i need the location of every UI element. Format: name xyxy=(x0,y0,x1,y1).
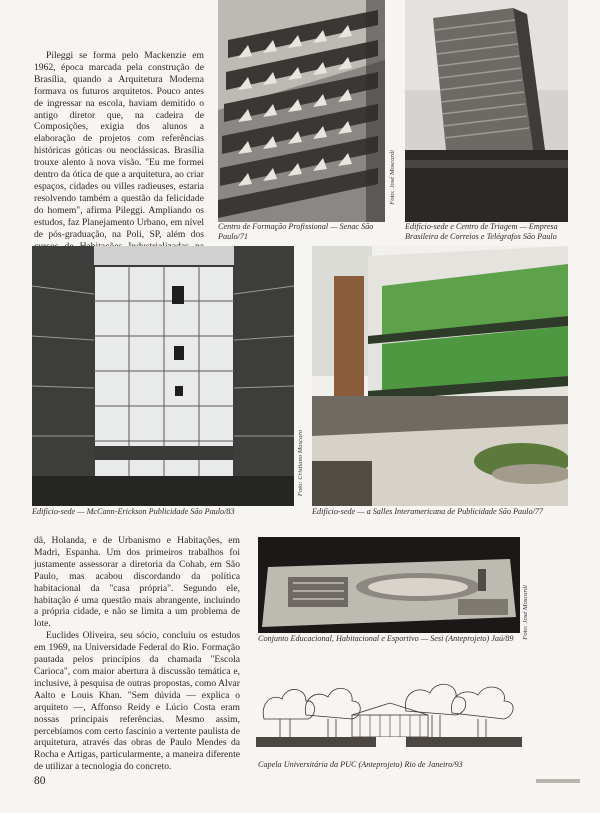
photo-senac-facade xyxy=(218,0,385,222)
printer-mark xyxy=(536,779,580,783)
caption-mccann: Edifício-sede — McCann-Erickson Publicidade São Paulo/83 xyxy=(32,507,235,516)
photo-credit-moscardi-2: Foto: José Moscardi xyxy=(522,585,529,640)
caption-sesi: Conjunto Educacional, Habitacional e Esportivo — Sesi (Anteprojeto) Jaú/89 xyxy=(258,634,514,643)
paragraph: dã, Holanda, e de Urbanismo e Habitações, em Madri, Espanha. Um dos primeiros trabalhos foi justamente assessorar a diretoria da Cohab, em São Paulo, mas acabou discordando da política habitacional da "casa própria". Segundo ele, habitação é uma questão mais abrangente, incluindo a própria cidade, e não se limita a um problema de lote. xyxy=(34,535,240,630)
body-text-column-1 xyxy=(34,50,204,264)
drawing-puc-chapel xyxy=(256,663,522,755)
photo-credit-moscardi: Foto: José Moscardi xyxy=(389,150,396,205)
caption-senac: Centro de Formação Profissional — Senac São Paulo/71 xyxy=(218,222,374,241)
caption-correios: Edifício-sede e Centro de Triagem — Empresa Brasileira de Correios e Telégrafos São Paulo xyxy=(405,222,558,241)
caption-puc: Capela Universitária da PUC (Anteprojeto) Rio de Janeiro/93 xyxy=(258,760,463,769)
paragraph: Pileggi se forma pelo Mackenzie em 1962, época marcada pela construção de Brasília, quando a Arquitetura Moderna formava os futuros arquitetos. Pouco antes de ingressar na escola, haviam demitido o antigo diretor que, na cadeira de Composições, exigia dos alunos a elaboração de projetos com referências históricas góticas ou neoclássicas. Brasília trouxe alento à nova visão. "Eu me formei dentro da ótica de que a arquitetura, ao criar espaços, cidades ou villes radieuses, estaria resolvendo também a questão da felicidade do homem", afirma Pileggi. Ampliando os estudos, faz Planejamento Urbano, em nível de pós-graduação, na Poli, SP, além dos xyxy=(34,50,204,240)
photo-credit-mascaro: Foto: Cristiano Mascaro xyxy=(297,430,304,497)
body-text-column-2 xyxy=(34,535,240,773)
photo-correios-tower xyxy=(405,0,568,222)
caption-salles: Edifício-sede — a Salles Interamericana de Publicidade São Paulo/77 xyxy=(312,507,544,516)
photo-mccann-atrium xyxy=(32,246,294,506)
page-number: 80 xyxy=(34,775,46,787)
paragraph: Euclides Oliveira, seu sócio, concluiu os estudos em 1969, na Universidade Federal do Rio. Formação pautada pelos princípios da chamada "Escola Carioca", com maior abertura à discussão temática e, inclusive, à pesquisa de outras propostas, como Alvar Aalto e Louis Khan. "Sem dúvida — explica o arquiteto —, Affonso Reidy e Lúcio Costa eram nossas principais referências. Mesmo assim, percebíamos com certo fascínio a vertente paulista de arquitetura, através das obras de Paulo Mendes da Rocha e Artigas, particularmente, a maneira diferente de utilizar a tecnologia do concreto. xyxy=(34,630,240,773)
photo-sesi-model xyxy=(258,537,520,633)
photo-salles-building xyxy=(312,246,568,506)
